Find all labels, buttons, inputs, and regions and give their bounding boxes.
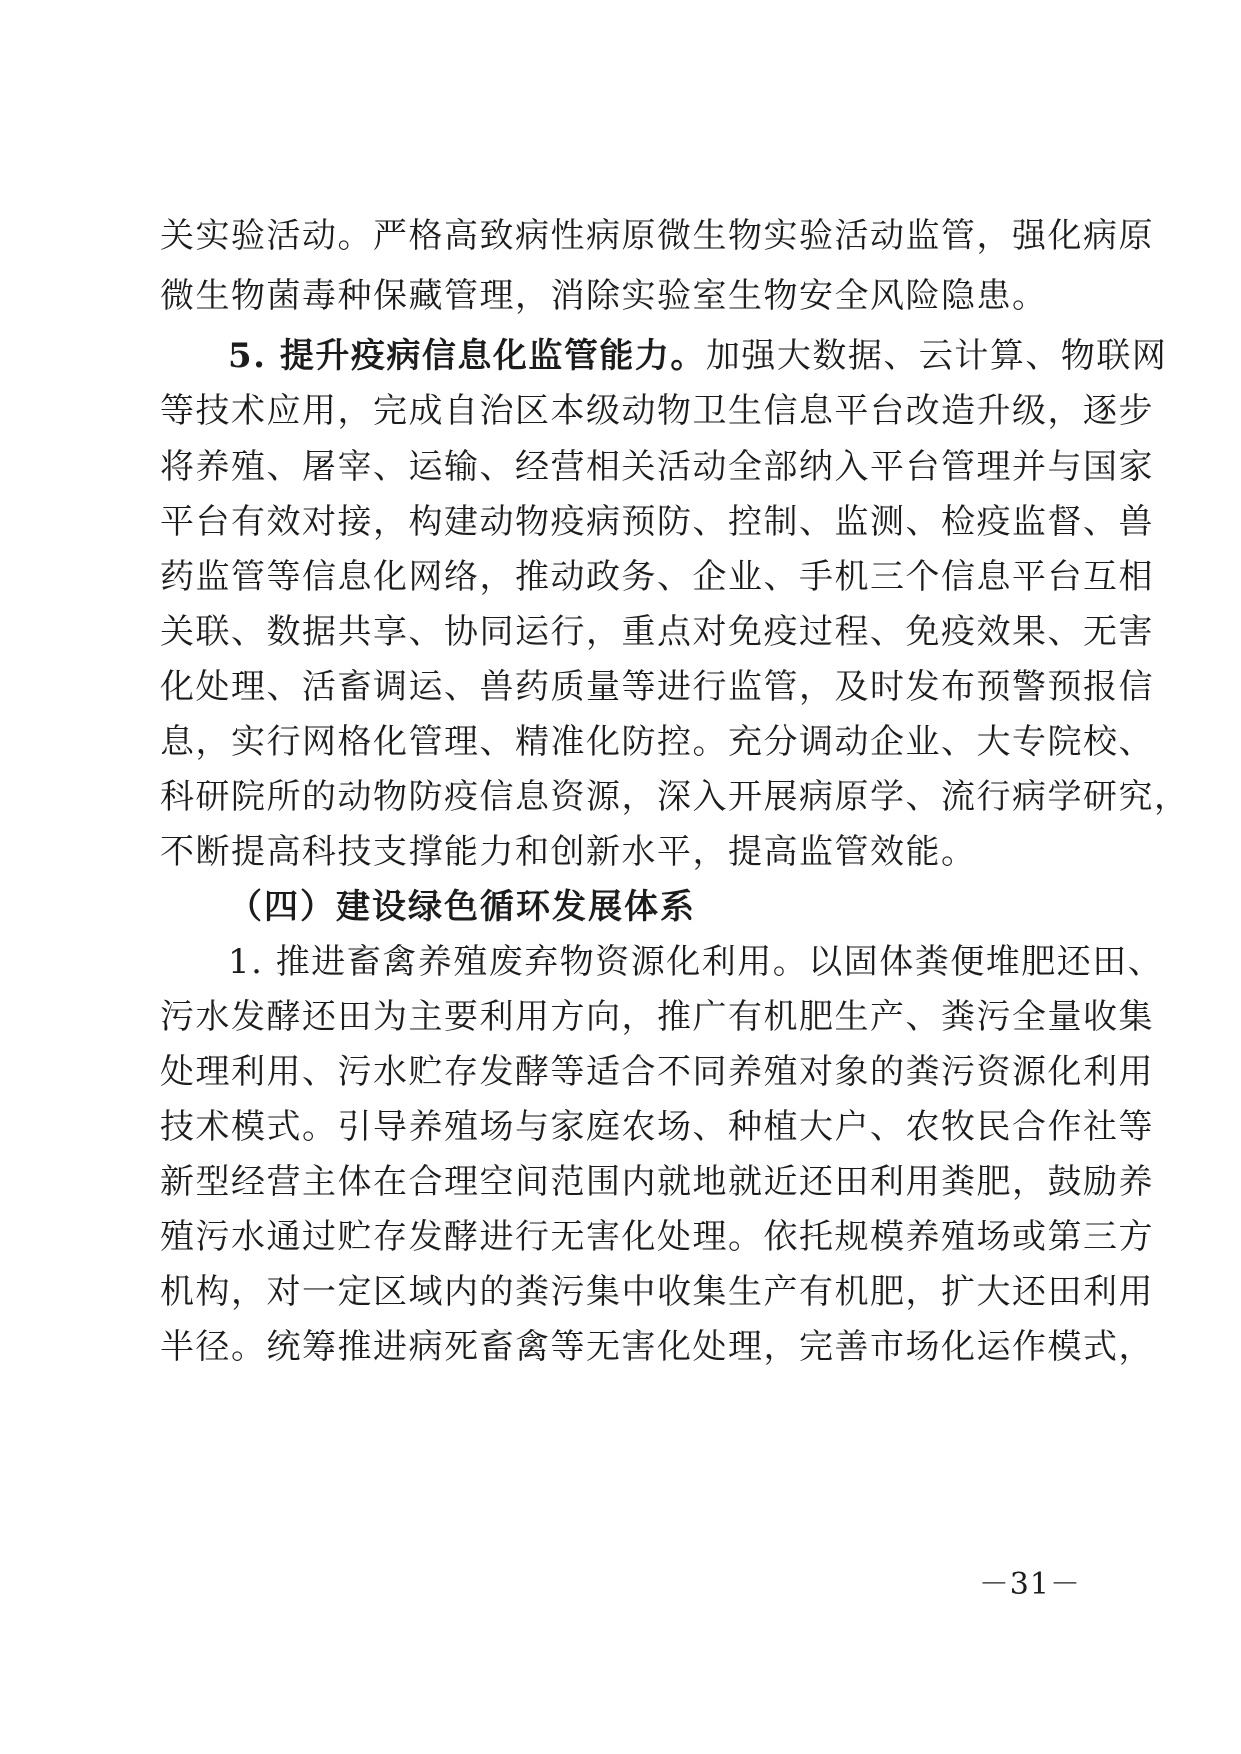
paragraph-2-line-9: 科研院所的动物防疫信息资源，深入开展病原学、流行病学研究， — [160, 777, 1190, 817]
paragraph-2-line-5: 药监管等信息化网络，推动政务、企业、手机三个信息平台互相 — [160, 557, 1154, 597]
section-heading: （四）建设绿色循环发展体系 — [228, 887, 696, 927]
paragraph-2-line-8: 息，实行网格化管理、精准化防控。充分调动企业、大专院校、 — [160, 722, 1154, 762]
paragraph-1-line-2: 微生物菌毒种保藏管理，消除实验室生物安全风险隐患。 — [160, 276, 1048, 316]
paragraph-3-line-5: 新型经营主体在合理空间范围内就地就近还田利用粪肥，鼓励养 — [160, 1162, 1154, 1202]
paragraph-3-line-1: 1. 推进畜禽养殖废弃物资源化利用。以固体粪便堆肥还田、 — [228, 942, 1164, 982]
paragraph-2-lead: 5. 提升疫病信息化监管能力。 — [228, 336, 706, 376]
paragraph-3-line-2: 污水发酵还田为主要利用方向，推广有机肥生产、粪污全量收集 — [160, 997, 1154, 1037]
paragraph-2-line-2: 等技术应用，完成自治区本级动物卫生信息平台改造升级，逐步 — [160, 391, 1154, 431]
paragraph-3-line-4: 技术模式。引导养殖场与家庭农场、种植大户、农牧民合作社等 — [160, 1107, 1154, 1147]
paragraph-3-line-7: 机构，对一定区域内的粪污集中收集生产有机肥，扩大还田利用 — [160, 1272, 1154, 1312]
paragraph-2-line-10: 不断提高科技支撑能力和创新水平，提高监管效能。 — [160, 832, 977, 872]
paragraph-2-first-line-rest: 加强大数据、云计算、物联网 — [705, 336, 1168, 376]
paragraph-1-line-1: 关实验活动。严格高致病性病原微生物实验活动监管，强化病原 — [160, 216, 1154, 256]
paragraph-2-line-3: 将养殖、屠宰、运输、经营相关活动全部纳入平台管理并与国家 — [160, 447, 1154, 487]
paragraph-3-line-8: 半径。统筹推进病死畜禽等无害化处理，完善市场化运作模式， — [160, 1327, 1154, 1367]
paragraph-2-line-6: 关联、数据共享、协同运行，重点对免疫过程、免疫效果、无害 — [160, 612, 1154, 652]
paragraph-2-line-4: 平台有效对接，构建动物疫病预防、控制、监测、检疫监督、兽 — [160, 502, 1154, 542]
paragraph-3-line-6: 殖污水通过贮存发酵进行无害化处理。依托规模养殖场或第三方 — [160, 1217, 1154, 1257]
paragraph-3-line-3: 处理利用、污水贮存发酵等适合不同养殖对象的粪污资源化利用 — [160, 1052, 1154, 1092]
paragraph-2-line-1 — [228, 325, 1168, 387]
page-number: －31－ — [978, 1567, 1081, 1602]
paragraph-2-line-7: 化处理、活畜调运、兽药质量等进行监管，及时发布预警预报信 — [160, 667, 1154, 707]
